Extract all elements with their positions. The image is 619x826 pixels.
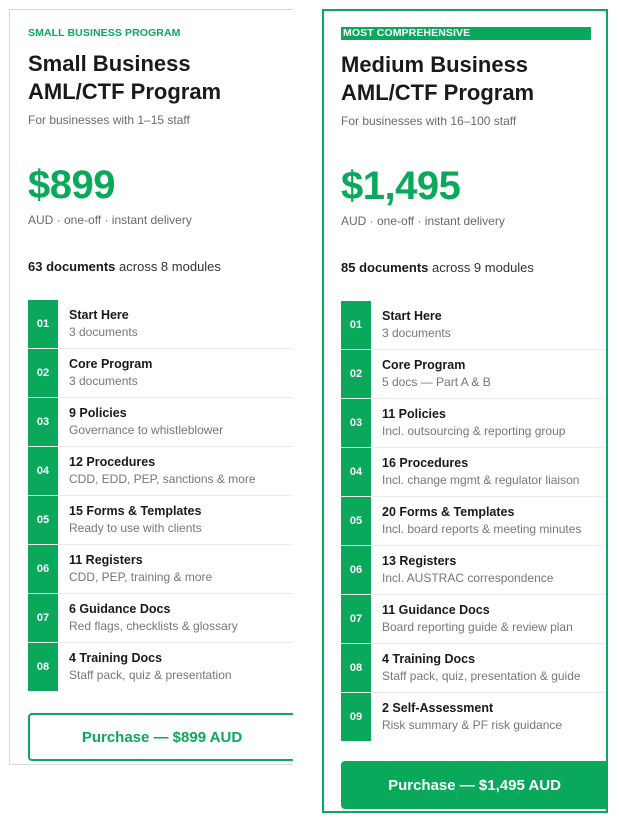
module-title: 13 Registers xyxy=(382,554,457,568)
plan-docs-suffix: across 8 modules xyxy=(115,259,221,274)
module-description: CDD, EDD, PEP, sanctions & more xyxy=(69,472,256,486)
module-description: Incl. change mgmt & regulator liaison xyxy=(382,473,580,487)
module-number: 01 xyxy=(28,300,58,348)
module-row xyxy=(28,594,293,643)
module-number: 03 xyxy=(341,399,371,447)
small-business-plan-card xyxy=(9,9,293,765)
module-title: 20 Forms & Templates xyxy=(382,505,515,519)
module-number: 08 xyxy=(28,643,58,691)
module-title: 9 Policies xyxy=(69,406,127,420)
module-title: Start Here xyxy=(69,308,129,322)
plan-title: Small Business AML/CTF Program xyxy=(28,51,222,104)
module-description: Staff pack, quiz & presentation xyxy=(69,668,232,682)
module-number: 07 xyxy=(341,595,371,643)
module-row xyxy=(28,349,293,398)
module-description: Incl. outsourcing & reporting group xyxy=(382,424,566,438)
medium-business-plan-card xyxy=(322,9,608,813)
module-description: Red flags, checklists & glossary xyxy=(69,619,238,633)
module-number: 02 xyxy=(28,349,58,397)
module-number: 09 xyxy=(341,693,371,741)
module-number: 02 xyxy=(341,350,371,398)
plan-docs-suffix: across 9 modules xyxy=(428,260,534,275)
module-title: Core Program xyxy=(382,358,466,372)
module-row xyxy=(28,447,293,496)
plan-docs-count: 63 documents xyxy=(28,259,116,274)
module-number: 04 xyxy=(341,448,371,496)
module-row xyxy=(341,350,608,399)
module-description: 3 documents xyxy=(69,325,138,339)
module-title: 11 Registers xyxy=(69,553,143,567)
module-title: 11 Policies xyxy=(382,407,446,421)
module-title: 11 Guidance Docs xyxy=(382,603,490,617)
purchase-small-button[interactable]: Purchase — $899 AUD xyxy=(28,713,293,761)
module-title: 12 Procedures xyxy=(69,455,156,469)
module-title: 16 Procedures xyxy=(382,456,469,470)
most-comprehensive-badge: MOST COMPREHENSIVE xyxy=(341,27,591,40)
plan-docs-summary xyxy=(341,260,534,275)
module-row xyxy=(28,643,293,691)
module-number: 01 xyxy=(341,301,371,349)
module-row xyxy=(28,398,293,447)
module-title: Start Here xyxy=(382,309,442,323)
module-number: 04 xyxy=(28,447,58,495)
module-list xyxy=(341,301,608,741)
plan-docs-count: 85 documents xyxy=(341,260,429,275)
module-title: 15 Forms & Templates xyxy=(69,504,202,518)
plan-docs-summary xyxy=(28,259,221,274)
module-number: 05 xyxy=(341,497,371,545)
module-description: Risk summary & PF risk guidance xyxy=(382,718,563,732)
module-row xyxy=(341,644,608,693)
module-row xyxy=(28,300,293,349)
module-description: 5 docs — Part A & B xyxy=(382,375,491,389)
module-description: 3 documents xyxy=(382,326,451,340)
module-title: Core Program xyxy=(69,357,153,371)
module-description: Incl. board reports & meeting minutes xyxy=(382,522,582,536)
module-description: Staff pack, quiz, presentation & guide xyxy=(382,669,581,683)
module-number: 06 xyxy=(28,545,58,593)
module-row xyxy=(341,448,608,497)
module-number: 05 xyxy=(28,496,58,544)
plan-eyebrow: SMALL BUSINESS PROGRAM xyxy=(28,27,181,39)
plan-price-meta: AUD · one-off · instant delivery xyxy=(341,214,505,228)
module-title: 6 Guidance Docs xyxy=(69,602,171,616)
module-row xyxy=(341,301,608,350)
module-row xyxy=(341,595,608,644)
module-number: 03 xyxy=(28,398,58,446)
module-description: 3 documents xyxy=(69,374,138,388)
purchase-medium-button[interactable]: Purchase — $1,495 AUD xyxy=(341,761,608,809)
module-row xyxy=(341,693,608,741)
module-number: 07 xyxy=(28,594,58,642)
module-number: 06 xyxy=(341,546,371,594)
module-row xyxy=(341,497,608,546)
module-description: CDD, PEP, training & more xyxy=(69,570,213,584)
module-description: Governance to whistleblower xyxy=(69,423,224,437)
module-title: 2 Self-Assessment xyxy=(382,701,494,715)
module-title: 4 Training Docs xyxy=(382,652,476,666)
module-title: 4 Training Docs xyxy=(69,651,163,665)
plan-subtitle: For businesses with 16–100 staff xyxy=(341,114,517,128)
module-row xyxy=(28,496,293,545)
module-row xyxy=(341,546,608,595)
plan-subtitle: For businesses with 1–15 staff xyxy=(28,113,190,127)
plan-price: $1,495 xyxy=(341,164,461,208)
module-description: Incl. AUSTRAC correspondence xyxy=(382,571,554,585)
module-row xyxy=(28,545,293,594)
plan-title: Medium Business AML/CTF Program xyxy=(341,52,535,105)
module-description: Board reporting guide & review plan xyxy=(382,620,573,634)
plan-price: $899 xyxy=(28,163,115,207)
plan-price-meta: AUD · one-off · instant delivery xyxy=(28,213,192,227)
module-description: Ready to use with clients xyxy=(69,521,202,535)
module-row xyxy=(341,399,608,448)
module-number: 08 xyxy=(341,644,371,692)
module-list xyxy=(28,300,293,691)
